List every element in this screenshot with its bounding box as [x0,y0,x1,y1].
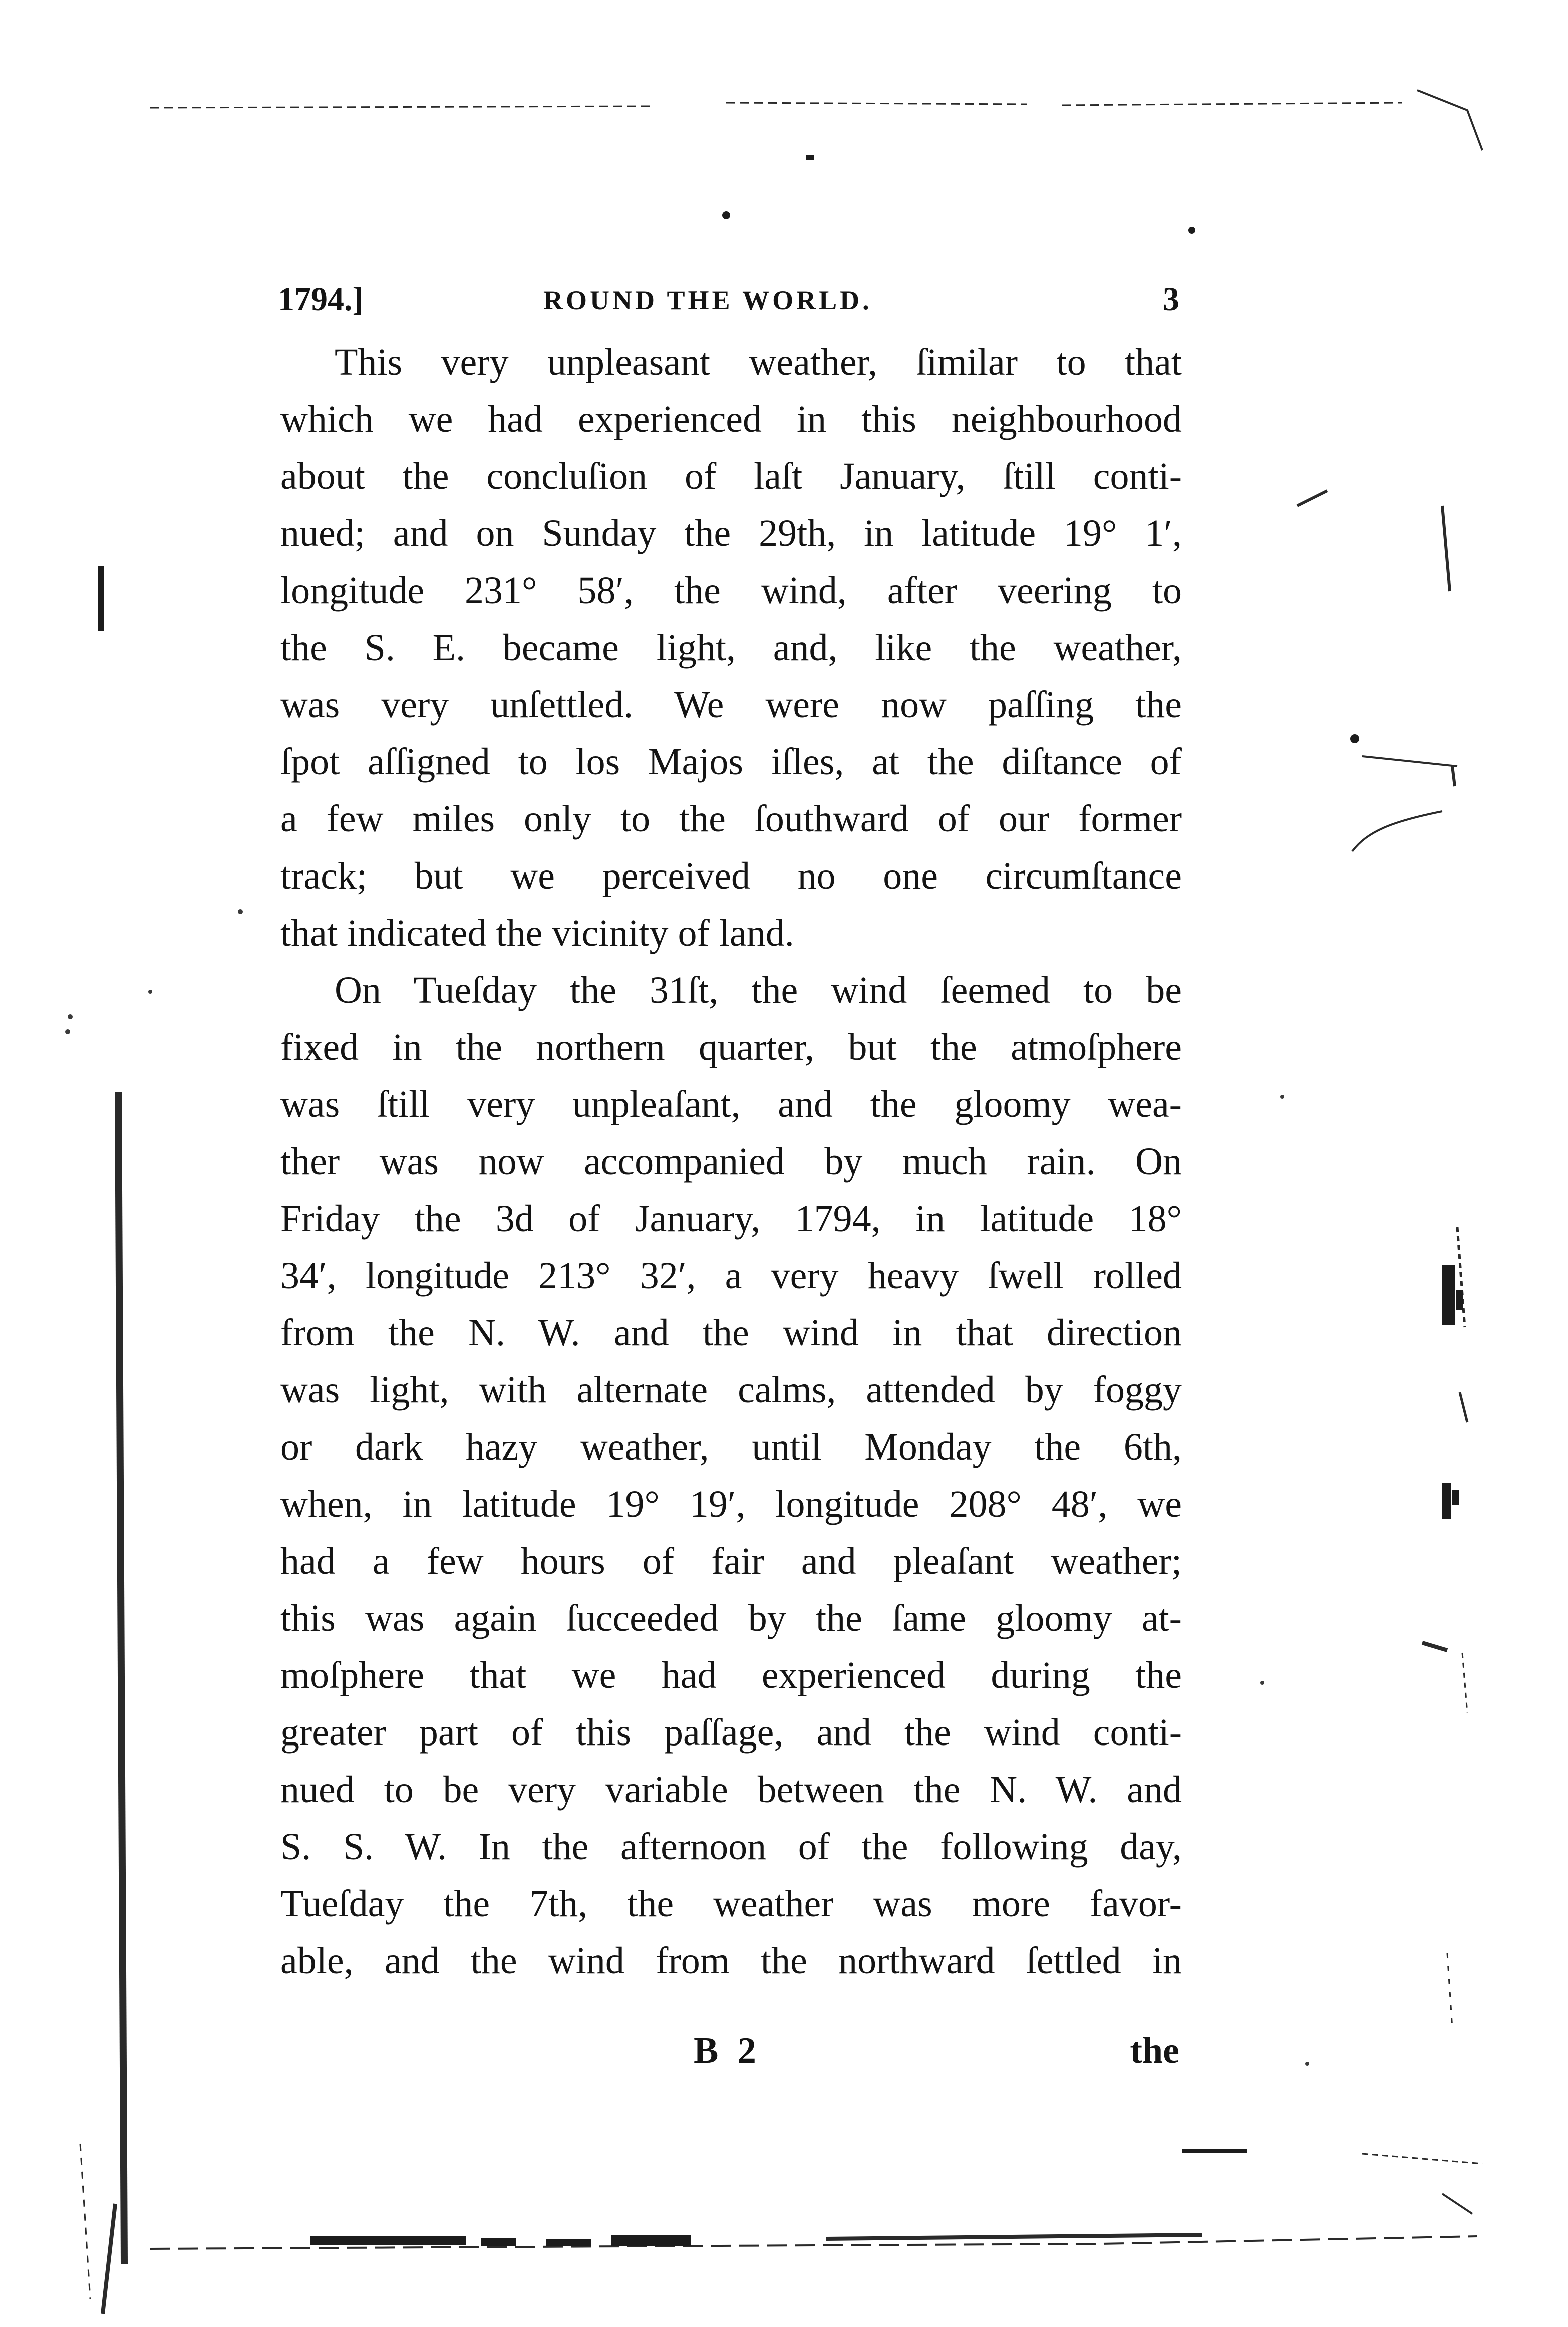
text-line: or dark hazy weather, until Monday the 6th, [280,1426,1182,1468]
text-line: able, and the wind from the northward ſettled in [280,1940,1182,1982]
text-line: Friday the 3d of January, 1794, in latitude 18° [280,1198,1182,1240]
text-line: had a few hours of fair and pleaſant weather; [280,1540,1182,1582]
text-line: a few miles only to the ſouthward of our former [280,798,1182,840]
text-line: which we had experienced in this neighbourhood [280,398,1182,440]
text-line: nued to be very variable between the N. W. and [280,1769,1182,1811]
text-line: greater part of this paſſage, and the wind conti- [280,1711,1182,1754]
running-header [278,280,1179,331]
text-line: ther was now accompanied by much rain. On [280,1140,1182,1183]
text-line: 34′, longitude 213° 32′, a very heavy ſwell rolled [280,1255,1182,1297]
signature-mark: B 2 [694,2030,761,2071]
text-line: S. S. W. In the afternoon of the following day, [280,1826,1182,1868]
text-line: On Tueſday the 31ſt, the wind ſeemed to be [335,969,1182,1011]
paragraph-1 [280,334,1182,962]
text-line: This very unpleasant weather, ſimilar to that [335,341,1182,383]
text-line: was ſtill very unpleaſant, and the gloomy wea- [280,1083,1182,1125]
page-number: 3 [1163,281,1179,318]
text-line: track; but we perceived no one circumſtance [280,855,1182,897]
paragraph-2 [280,962,1182,1989]
text-line: fixed in the northern quarter, but the atmoſphere [280,1026,1182,1068]
text-line: was very unſettled. We were now paſſing the [280,684,1182,726]
body-text [280,334,1182,1989]
running-title: ROUND THE WORLD. [543,285,872,315]
catchword: the [1130,2030,1179,2071]
header-year: 1794.] [278,281,364,318]
text-line: longitude 231° 58′, the wind, after veering to [280,569,1182,612]
text-line: about the concluſion of laſt January, ſtill conti- [280,455,1182,497]
text-line: moſphere that we had experienced during the [280,1654,1182,1696]
text-line: was light, with alternate calms, attended by foggy [280,1369,1182,1411]
text-line: when, in latitude 19° 19′, longitude 208° 48′, we [280,1483,1182,1525]
text-line: nued; and on Sunday the 29th, in latitude 19° 1′, [280,512,1182,554]
text-line: ſpot aſſigned to los Majos iſles, at the diſtance of [280,741,1182,783]
text-line: Tueſday the 7th, the weather was more favor- [280,1883,1182,1925]
text-line: the S. E. became light, and, like the weather, [280,627,1182,669]
page-footer [278,2029,1179,2080]
text-line: this was again ſucceeded by the ſame gloomy at- [280,1597,1182,1639]
text-line: from the N. W. and the wind in that direction [280,1312,1182,1354]
text-line: that indicated the vicinity of land. [280,912,794,954]
